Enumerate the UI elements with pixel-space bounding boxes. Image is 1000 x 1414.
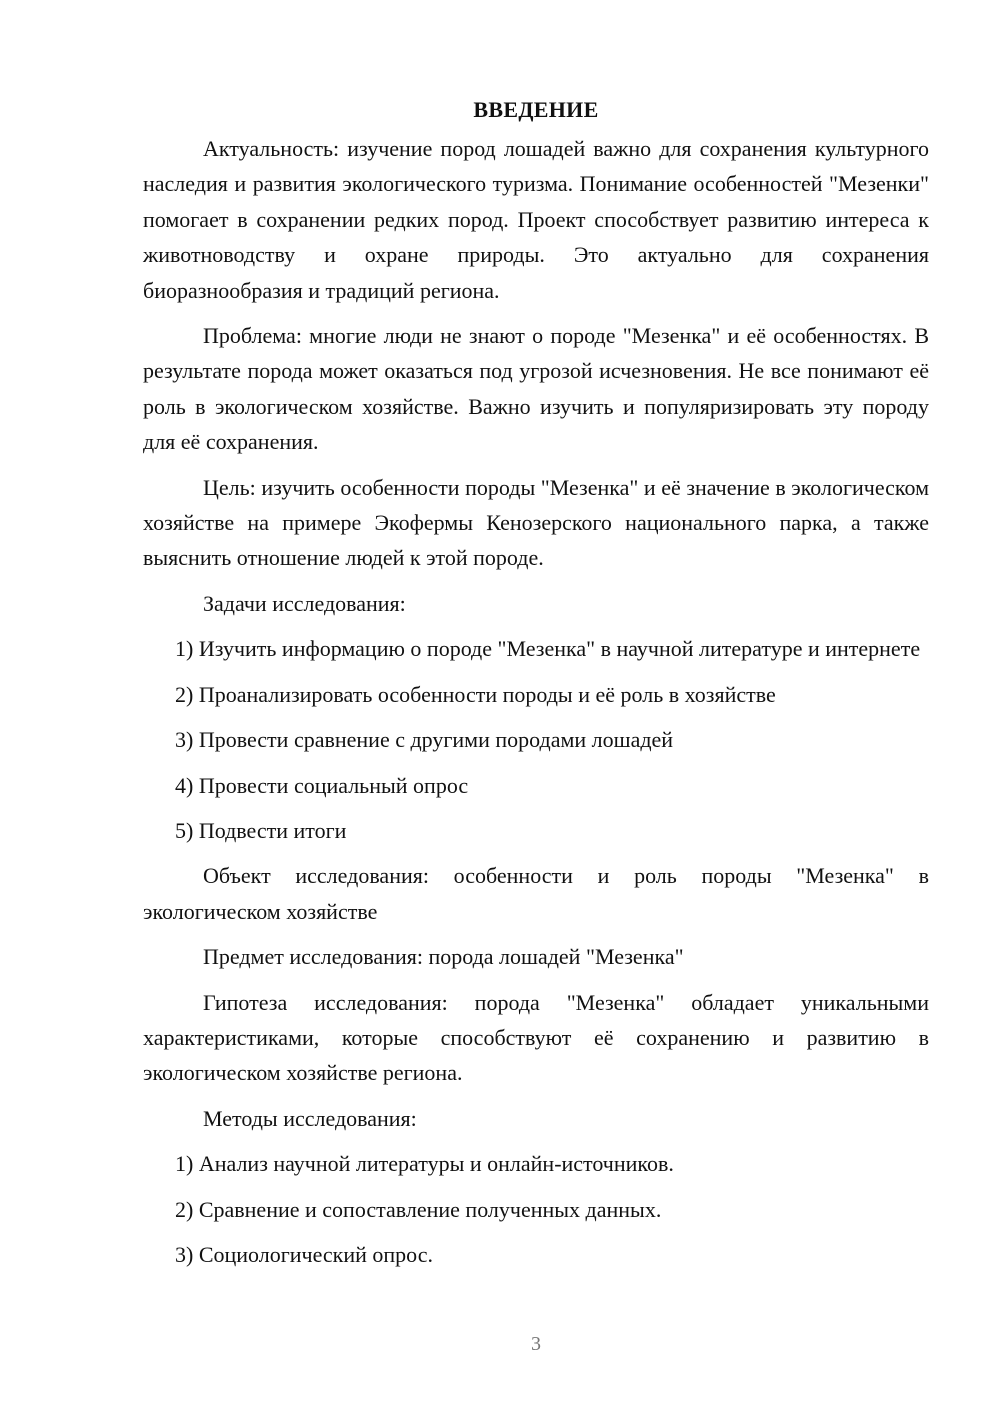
section-title: ВВЕДЕНИЕ <box>473 97 599 122</box>
task-item: 5) Подвести итоги <box>175 817 347 843</box>
task-item: 3) Провести сравнение с другими породами лошадей <box>175 727 674 753</box>
relevance-paragraph: Актуальность: изучение пород лошадей важно для сохранения культурного наследия и развития экологического туризма. Понимание особенностей "Мезенки" помогает в сохранении редких пород. Проект способствует развитию интереса к животноводству и охране природы. Это актуально для сохранения биоразнообразия и традиций региона. <box>143 136 929 303</box>
goal-paragraph: Цель: изучить особенности породы "Мезенка" и её значение в экологическом хозяйстве на примере Экофермы Кенозерского национального парка, а также выяснить отношение людей к этой породе. <box>143 474 929 571</box>
method-item: 3) Социологический опрос. <box>175 1241 433 1267</box>
object-paragraph: Объект исследования: особенности и роль породы "Мезенка" в экологическом хозяйстве <box>143 863 929 924</box>
method-item: 2) Сравнение и сопоставление полученных данных. <box>175 1196 662 1222</box>
page-number: 3 <box>531 1333 541 1355</box>
method-item: 1) Анализ научной литературы и онлайн-источников. <box>175 1151 674 1177</box>
problem-paragraph: Проблема: многие люди не знают о породе "Мезенка" и её особенностях. В результате порода может оказаться под угрозой исчезновения. Не все понимают её роль в экологическом хозяйстве. Важно изучить и популяризировать эту породу для её сохранения. <box>143 323 929 455</box>
methods-heading: Методы исследования: <box>203 1105 417 1131</box>
document-page <box>143 95 929 1282</box>
tasks-heading: Задачи исследования: <box>203 590 406 616</box>
task-item: 1) Изучить информацию о породе "Мезенка" в научной литературе и интернете <box>175 636 921 662</box>
task-item: 4) Провести социальный опрос <box>175 772 469 798</box>
task-item: 2) Проанализировать особенности породы и её роль в хозяйстве <box>175 681 776 707</box>
hypothesis-paragraph: Гипотеза исследования: порода "Мезенка" обладает уникальными характеристиками, которые способствуют её сохранению и развитию в экологическом хозяйстве региона. <box>143 989 929 1086</box>
subject-paragraph: Предмет исследования: порода лошадей "Мезенка" <box>203 944 684 970</box>
